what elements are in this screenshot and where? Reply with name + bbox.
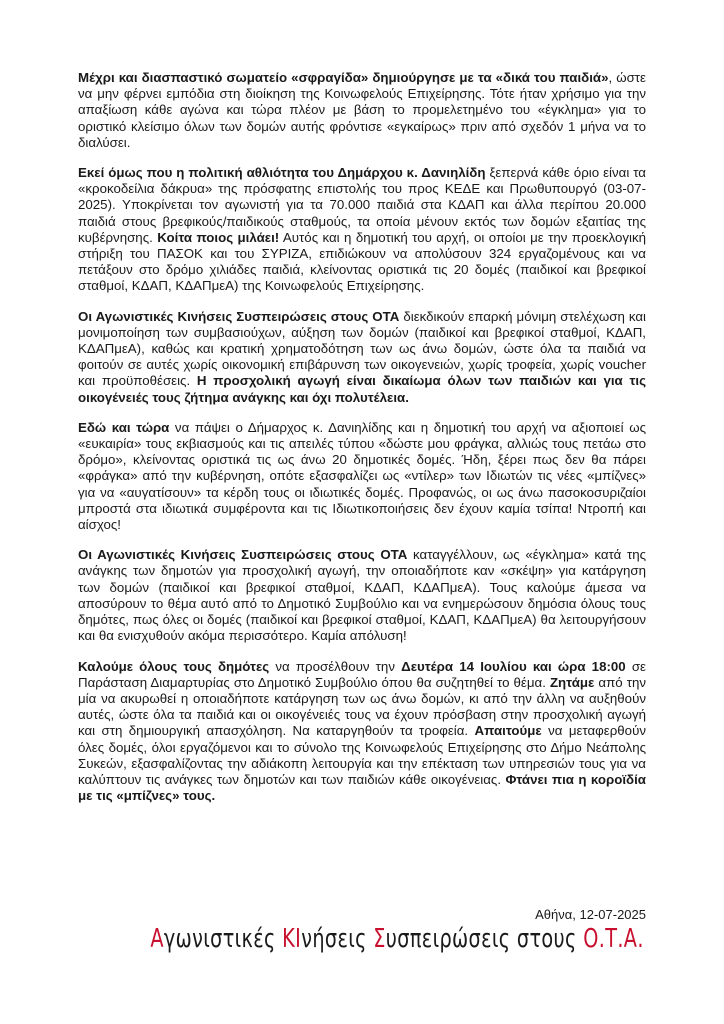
bold-text: Ζητάμε [549, 674, 595, 690]
paragraph [78, 659, 646, 805]
text-run: ξεπερνά κάθε όριο είναι τα «κροκοδείλια δάκρυα» της πρόσφατης επιστολής του προς ΚΕΔΕ και Πρωθυπουργό (03-07-2025). Υποκρίνεται τον αγωνιστή για τα 70.000 παιδιά στα ΚΔΑΠ και άλλα περίπου 20.000 παιδιά στους βρεφικούς/παιδικούς σταθμούς, τα οποία μένουν εκτός των δομών εξαιτίας της κυβέρνησης. [78, 165, 646, 245]
text-run: από την μία να ακυρωθεί η οποιαδήποτε κατάργηση των ως άνω δομών, κι από την άλλη να αυξηθούν αυτές, ώστε όλα τα παιδιά και οι οικογένειές τους να έχουν πρόσβαση στην προσχολική αγωγή και στη δημιουργική απασχόληση. Να καταργηθούν τα τροφεία. [78, 674, 646, 739]
signature-accent-letters: Σ [373, 924, 386, 954]
signature-letters: υσπειρώσεις στους [385, 924, 584, 954]
signature-accent-letters: ΚΙ [282, 924, 302, 954]
signature-letters: γωνιστικές [164, 924, 283, 954]
text-run: καταγγέλλουν, ως «έγκλημα» κατά της ανάγκης των δημοτών για προσχολική αγωγή, την οποιαδήποτε καν «σκέψη» για κατάργηση των δομών (παιδικοί και βρεφικοί σταθμοί, ΚΔΑΠ, ΚΔΑΠμεΑ). Τους καλούμε άμεσα να αποσύρουν το θέμα αυτό από το Δημοτικό Συμβούλιο και να ενημερώσουν δημόσια όλους τους δημότες, πως όλες οι δομές (παιδικοί και βρεφικοί σταθμοί, ΚΔΑΠ, ΚΔΑΠμεΑ) θα λειτουργήσουν και θα ενισχυθούν ακόμα περισσότερο. Καμία απόλυση! [78, 547, 646, 644]
bold-text: Απαιτούμε [474, 723, 542, 739]
bold-text: Εκεί όμως που η πολιτική αθλιότητα του Δημάρχου κ. Δανιηλίδη [78, 165, 486, 181]
signature-accent-letters: Α [150, 924, 165, 954]
text-run: να προσέλθουν την [269, 658, 402, 674]
text-run: σε Παράσταση Διαμαρτυρίας στο Δημοτικό Συμβούλιο όπου θα συζητηθεί το θέμα. [78, 658, 646, 690]
signature-logo [151, 924, 644, 954]
paragraph [78, 309, 646, 406]
text-run: διεκδικούν επαρκή μόνιμη στελέχωση και μονιμοποίηση των συμβασιούχων, αύξηση των δομών (παιδικοί και βρεφικοί σταθμοί, ΚΔΑΠ, ΚΔΑΠμεΑ), καθώς και κρατική χρηματοδότηση των ως άνω δομών, ώστε όλα τα παιδιά να φοιτούν σε αυτές χωρίς οικονομική επιβάρυνση των οικογενειών, χωρίς τροφεία, χωρίς voucher και προϋποθέσεις. [78, 308, 646, 389]
text-run: να μεταφερθούν όλες δομές, όλοι εργαζόμενοι και το σύνολο της Κοινωφελούς Επιχείρησης στο Δήμο Νεάπολης Συκεών, εξασφαλίζοντας την αδιάκοπη λειτουργία και την επέκταση των υπηρεσιών τους για να καλύπτουν τις ανάγκες των δημοτών και των παιδιών κάθε οικογένειας. [78, 723, 646, 787]
signature-letters: νήσεις [301, 924, 374, 954]
bold-text: Δευτέρα 14 Ιουλίου και ώρα 18:00 [401, 658, 626, 674]
paragraph [78, 70, 646, 151]
bold-text: Κοίτα ποιος μιλάει! [157, 229, 280, 245]
signature-accent-letters: Ο.Τ.Α. [583, 924, 644, 954]
paragraph [78, 165, 646, 295]
paragraph [78, 420, 646, 533]
bold-text: Καλούμε όλους τους δημότες [78, 658, 270, 674]
document-body [78, 70, 646, 818]
bold-text: Φτάνει πια η κοροϊδία με τις «μπίζνες» τους. [78, 771, 646, 804]
bold-text: Οι Αγωνιστικές Κινήσεις Συσπειρώσεις στους ΟΤΑ [78, 308, 400, 324]
bold-text: Η προσχολική αγωγή είναι δικαίωμα όλων των παιδιών και για τις οικογένειές τους ζήτημα ανάγκης και όχι πολυτέλεια. [78, 373, 646, 405]
bold-text: Μέχρι και διασπαστικό σωματείο «σφραγίδα» δημιούργησε με τα «δικά του παιδιά» [78, 70, 609, 85]
bold-text: Εδώ και τώρα [78, 419, 170, 435]
paragraph [78, 547, 646, 644]
text-run: , ώστε να μην φέρνει εμπόδια στη διοίκηση της Κοινωφελούς Επιχείρησης. Τότε ήταν χρήσιμο για την απαξίωση κάθε αγώνα και τώρα πλέον με βάση το προμελετημένο του «έγκλημα» για το οριστικό κλείσιμο όλων των δομών αυτής φρόντισε «εγκαίρως» πριν από σχεδόν 1 μήνα να το διαλύσει. [78, 70, 646, 150]
text-run: Αυτός και η δημοτική του αρχή, οι οποίοι με την προεκλογική στήριξη του ΠΑΣΟΚ και του ΣΥΡΙΖΑ, επιδιώκουν να απολύσουν 324 εργαζομένους και να πετάξουν στο δρόμο χιλιάδες παιδιά, κλείνοντας οριστικά τις 20 δομές (παιδικοί και βρεφικοί σταθμοί, ΚΔΑΠ, ΚΔΑΠμεΑ) της Κοινωφελούς Επιχείρησης. [78, 229, 646, 294]
text-run: να πάψει ο Δήμαρχος κ. Δανιηλίδης και η δημοτική του αρχή να αξιοποιεί ως «ευκαιρία» τους εκβιασμούς και τις απειλές τύπου «δώστε μου φράγκα, αλλιώς τους πετάω στο δρόμο», κλείνοντας οριστικά τις ως άνω 20 δημοτικές δομές. Ήδη, ξέρει πως δεν θα πάρει «φράγκα» από την κυβέρνηση, οπότε εξασφαλίζει ως «ντίλερ» των Ιδιωτών τις νέες «μπίζνες» για να «αυγατίσουν» τα κέρδη τους οι ιδιωτικές δομές. Προφανώς, οι ως άνω πασοκοσυριζαίοι μπροστά στα ιδιωτικά συμφέροντα και τις Ιδιωτικοποιήσεις δεν έχουν καμία τσίπα! Ντροπή και αίσχος! [78, 419, 646, 533]
bold-text: Οι Αγωνιστικές Κινήσεις Συσπειρώσεις στους ΟΤΑ [78, 547, 408, 563]
dateline: Αθήνα, 12-07-2025 [535, 907, 646, 922]
